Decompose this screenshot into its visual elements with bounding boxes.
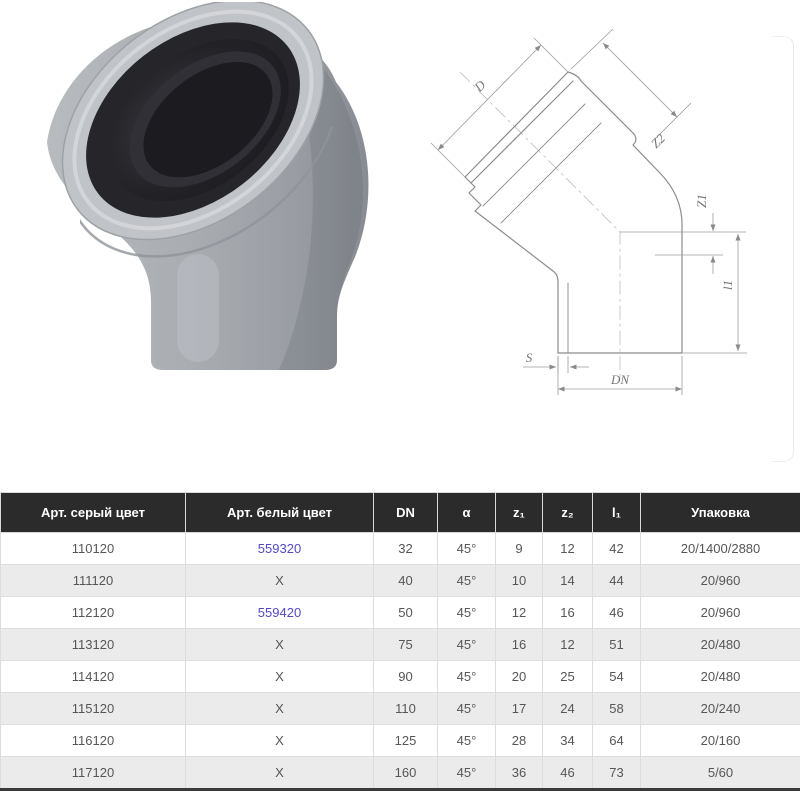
elbow-outline — [465, 72, 682, 353]
cell-l1: 46 — [593, 597, 641, 629]
cell-alpha: 45° — [438, 533, 496, 565]
elbow-photo-image — [25, 2, 395, 452]
spec-table — [0, 492, 800, 791]
card-edge — [771, 36, 794, 462]
cell-z2: 12 — [543, 533, 593, 565]
cell-white-art: X — [186, 565, 374, 597]
dim-label-z1: Z1 — [694, 194, 709, 208]
spec-table-header — [1, 493, 800, 533]
column-header-dn: DN — [374, 493, 438, 533]
product-photo — [25, 2, 395, 452]
cell-dn: 125 — [374, 725, 438, 757]
table-row — [1, 629, 800, 661]
cell-z2: 46 — [543, 757, 593, 790]
spec-table-body — [1, 533, 800, 790]
centerlines — [460, 72, 620, 377]
cell-z2: 25 — [543, 661, 593, 693]
cell-white-art: X — [186, 693, 374, 725]
column-header-alpha: α — [438, 493, 496, 533]
cell-grey-art: 117120 — [1, 757, 186, 790]
cell-z1: 20 — [496, 661, 543, 693]
column-header-grey-art: Арт. серый цвет — [1, 493, 186, 533]
cell-white-art: X — [186, 725, 374, 757]
technical-drawing — [405, 15, 795, 415]
cell-grey-art: 112120 — [1, 597, 186, 629]
cell-alpha: 45° — [438, 629, 496, 661]
cylinder-highlight — [177, 254, 219, 362]
cell-pack: 20/160 — [641, 725, 800, 757]
white-art-link[interactable]: 559320 — [257, 541, 302, 556]
cell-alpha: 45° — [438, 661, 496, 693]
cell-pack: 20/480 — [641, 661, 800, 693]
cell-grey-art: 111120 — [1, 565, 186, 597]
cell-white-art — [186, 597, 374, 629]
dim-label-l1: l1 — [720, 279, 735, 291]
cell-pack: 20/1400/2880 — [641, 533, 800, 565]
cell-grey-art: 115120 — [1, 693, 186, 725]
cell-l1: 42 — [593, 533, 641, 565]
table-row — [1, 565, 800, 597]
cell-dn: 40 — [374, 565, 438, 597]
table-row — [1, 757, 800, 790]
cell-pack: 20/960 — [641, 597, 800, 629]
cell-pack: 20/480 — [641, 629, 800, 661]
cell-alpha: 45° — [438, 757, 496, 790]
column-header-z1: z₁ — [496, 493, 543, 533]
cell-l1: 64 — [593, 725, 641, 757]
cell-grey-art: 113120 — [1, 629, 186, 661]
cell-alpha: 45° — [438, 725, 496, 757]
column-header-z2: z₂ — [543, 493, 593, 533]
cell-l1: 54 — [593, 661, 641, 693]
table-row — [1, 661, 800, 693]
column-header-pack: Упаковка — [641, 493, 800, 533]
cell-dn: 160 — [374, 757, 438, 790]
dim-label-z2: Z2 — [647, 130, 668, 151]
cell-z2: 16 — [543, 597, 593, 629]
cell-pack: 20/240 — [641, 693, 800, 725]
cell-pack: 5/60 — [641, 757, 800, 790]
table-row — [1, 533, 800, 565]
cell-z1: 17 — [496, 693, 543, 725]
cell-z2: 14 — [543, 565, 593, 597]
cell-z2: 34 — [543, 725, 593, 757]
elbow-dimension-drawing — [405, 15, 795, 415]
cell-z2: 24 — [543, 693, 593, 725]
cell-grey-art: 114120 — [1, 661, 186, 693]
cell-z1: 10 — [496, 565, 543, 597]
table-row — [1, 725, 800, 757]
cell-l1: 73 — [593, 757, 641, 790]
cell-dn: 110 — [374, 693, 438, 725]
cell-dn: 50 — [374, 597, 438, 629]
cell-z1: 36 — [496, 757, 543, 790]
cell-dn: 75 — [374, 629, 438, 661]
cell-pack: 20/960 — [641, 565, 800, 597]
cell-dn: 32 — [374, 533, 438, 565]
cell-grey-art: 116120 — [1, 725, 186, 757]
table-row — [1, 597, 800, 629]
table-row — [1, 693, 800, 725]
cell-l1: 58 — [593, 693, 641, 725]
cell-white-art: X — [186, 661, 374, 693]
column-header-l1: l₁ — [593, 493, 641, 533]
dim-label-d: D — [471, 77, 489, 95]
cell-z2: 12 — [543, 629, 593, 661]
cell-z1: 16 — [496, 629, 543, 661]
cell-alpha: 45° — [438, 693, 496, 725]
cell-z1: 28 — [496, 725, 543, 757]
cell-white-art: X — [186, 629, 374, 661]
cell-white-art — [186, 533, 374, 565]
cell-dn: 90 — [374, 661, 438, 693]
cell-l1: 51 — [593, 629, 641, 661]
cell-l1: 44 — [593, 565, 641, 597]
cell-white-art: X — [186, 757, 374, 790]
cell-alpha: 45° — [438, 597, 496, 629]
cell-z1: 9 — [496, 533, 543, 565]
dim-label-dn: DN — [610, 372, 630, 387]
white-art-link[interactable]: 559420 — [257, 605, 302, 620]
column-header-white-art: Арт. белый цвет — [186, 493, 374, 533]
dim-label-s: S — [525, 350, 533, 365]
cell-z1: 12 — [496, 597, 543, 629]
cell-alpha: 45° — [438, 565, 496, 597]
cell-grey-art: 110120 — [1, 533, 186, 565]
